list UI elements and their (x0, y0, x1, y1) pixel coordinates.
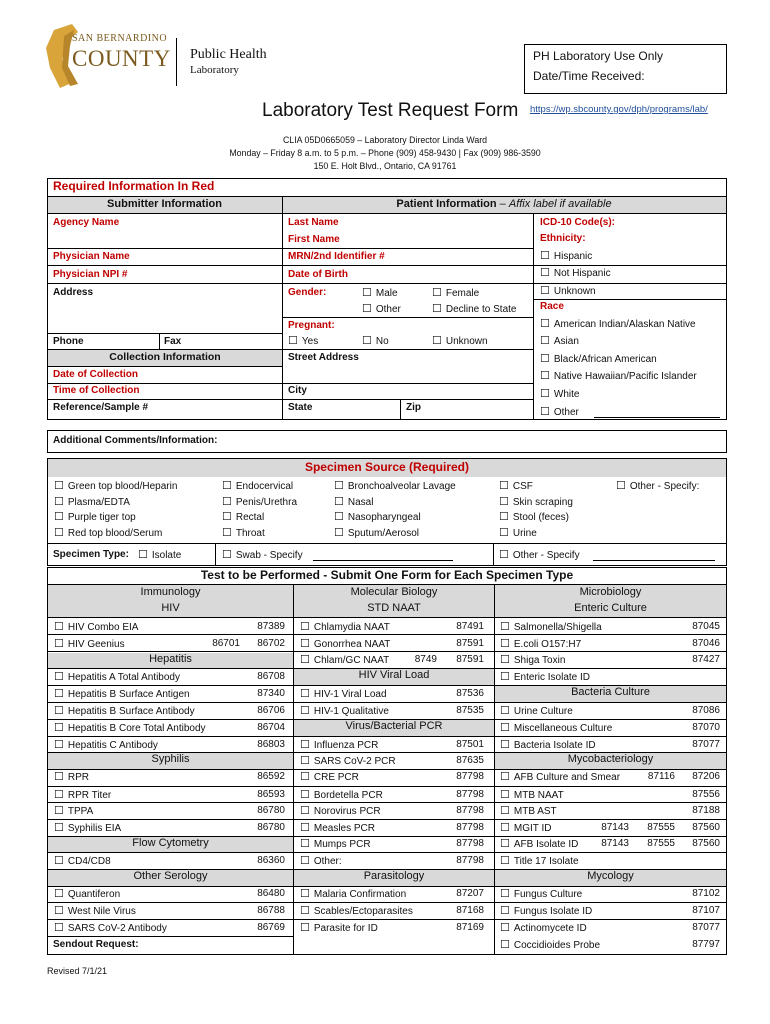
spec-other-specify[interactable]: ☐ Other - Specify: (616, 479, 699, 494)
submitter-heading: Submitter Information (107, 198, 222, 210)
race-black[interactable]: ☐ Black/African American (540, 352, 657, 367)
zip-field[interactable]: Zip (406, 402, 421, 413)
mycology-heading: Mycology (495, 870, 726, 886)
spec-throat[interactable]: ☐ Throat (222, 526, 265, 541)
specimen-type-label: Specimen Type: (53, 549, 129, 560)
race-other[interactable]: ☐ Other (540, 405, 579, 420)
pregnant-no[interactable]: ☐ No (362, 334, 389, 349)
test-hiv-combo[interactable]: ☐ HIV Combo EIA (54, 620, 138, 635)
test-measles[interactable]: ☐ Measles PCR (300, 821, 375, 836)
hiv-heading: HIV (161, 602, 180, 614)
test-bact-isolate[interactable]: ☐ Bacteria Isolate ID (500, 738, 596, 753)
immunology-heading: Immunology (140, 586, 201, 598)
county-main-text: COUNTY (72, 46, 171, 71)
code-malaria: 87207 (456, 888, 484, 899)
address-line: 150 E. Holt Blvd., Ontario, CA 91761 (313, 161, 457, 171)
test-chlam-gc[interactable]: ☐ Chlam/GC NAAT (300, 653, 389, 668)
lab-info (0, 134, 770, 173)
spec-penis-urethra[interactable]: ☐ Penis/Urethra (222, 495, 297, 510)
street-address[interactable]: Street Address (288, 352, 359, 363)
code-sars-pcr: 87635 (456, 755, 484, 766)
code-mgit-2: 87555 (647, 822, 675, 833)
test-scabies[interactable]: ☐ Scables/Ectoparasites (300, 904, 413, 919)
ethnicity-not-hispanic[interactable]: ☐ Not Hispanic (540, 266, 611, 281)
race-nhpi[interactable]: ☐ Native Hawaiian/Pacific Islander (540, 369, 697, 384)
code-mtb-naat: 87556 (692, 789, 720, 800)
hours-line: Monday – Friday 8 a.m. to 5 p.m. – Phone (909) 458-9430 | Fax (909) 986-3590 (229, 148, 541, 158)
spec-sputum[interactable]: ☐ Sputum/Aerosol (334, 526, 419, 541)
code-hep-bsab: 86706 (257, 705, 285, 716)
spec-rectal[interactable]: ☐ Rectal (222, 510, 264, 525)
test-influenza[interactable]: ☐ Influenza PCR (300, 738, 378, 753)
gender-decline[interactable]: ☐ Decline to State (432, 302, 516, 317)
test-west-nile[interactable]: ☐ West Nile Virus (54, 904, 136, 919)
last-name[interactable]: Last Name (288, 217, 339, 228)
code-fungus-culture: 87102 (692, 888, 720, 899)
race-label: Race (540, 301, 564, 312)
code-afb-id-2: 87555 (647, 838, 675, 849)
test-fungus-culture[interactable]: ☐ Fungus Culture (500, 887, 582, 902)
test-misc-culture[interactable]: ☐ Miscellaneous Culture (500, 721, 612, 736)
address-field[interactable]: Address (53, 287, 94, 298)
code-scabies: 87168 (456, 905, 484, 916)
test-hep-bcore[interactable]: ☐ Hepatitis B Core Total Antibody (54, 721, 206, 736)
code-hep-a: 86708 (257, 671, 285, 682)
test-parasite-id[interactable]: ☐ Parasite for ID (300, 921, 378, 936)
specimen-type-swab[interactable]: ☐ Swab - Specify (222, 548, 303, 563)
clia-line: CLIA 05D0665059 – Laboratory Director Linda Ward (282, 135, 488, 145)
test-mtb-ast[interactable]: ☐ MTB AST (500, 804, 557, 819)
code-parasite-id: 87169 (456, 922, 484, 933)
test-enteric-isolate[interactable]: ☐ Enteric Isolate ID (500, 670, 590, 685)
ethnicity-unknown[interactable]: ☐ Unknown (540, 284, 596, 299)
form-title: Laboratory Test Request Form (262, 100, 519, 121)
other-sero-heading: Other Serology (48, 870, 293, 886)
test-other-pcr[interactable]: ☐ Other: (300, 854, 342, 869)
code-influenza: 87501 (456, 739, 484, 750)
test-mumps[interactable]: ☐ Mumps PCR (300, 837, 371, 852)
code-syphilis-eia: 86780 (257, 822, 285, 833)
code-afb-id-3: 87560 (692, 838, 720, 849)
code-hiv1-load: 87536 (456, 688, 484, 699)
test-quantiferon[interactable]: ☐ Quantiferon (54, 887, 120, 902)
flow-heading: Flow Cytometry (48, 837, 293, 853)
tests-heading: Test to be Performed - Submit One Form for Each Specimen Type (200, 568, 574, 582)
specimen-heading: Specimen Source (Required) (304, 460, 470, 474)
virus-pcr-heading: Virus/Bacterial PCR (294, 720, 494, 736)
test-sars-pcr[interactable]: ☐ SARS CoV-2 PCR (300, 754, 396, 769)
ethnicity-label: Ethnicity: (540, 233, 586, 244)
gender-label: Gender: (288, 287, 327, 298)
code-hep-bcore: 86704 (257, 722, 285, 733)
mrn-field[interactable]: MRN/2nd Identifier # (288, 251, 385, 262)
code-fungus-isolate: 87107 (692, 905, 720, 916)
spec-plasma[interactable]: ☐ Plasma/EDTA (54, 495, 130, 510)
agency-name[interactable]: Agency Name (53, 217, 120, 228)
sendout-request[interactable]: Sendout Request: (53, 939, 139, 950)
code-urine-culture: 87086 (692, 705, 720, 716)
lab-use-title: PH Laboratory Use Only (533, 49, 664, 63)
date-received-label: Date/Time Received: (533, 69, 645, 83)
physician-name[interactable]: Physician Name (53, 251, 130, 262)
pregnant-yes[interactable]: ☐ Yes (288, 334, 318, 349)
code-afb-1: 87116 (647, 771, 675, 782)
test-title17[interactable]: ☐ Title 17 Isolate (500, 854, 579, 869)
icd-codes[interactable]: ICD-10 Code(s): (540, 217, 616, 228)
parasitology-heading: Parasitology (294, 870, 494, 886)
code-mgit-1: 87143 (601, 822, 629, 833)
code-hep-bsag: 87340 (257, 688, 285, 699)
code-cd4: 86360 (257, 855, 285, 866)
test-cocci-probe[interactable]: ☐ Coccidioides Probe (500, 938, 600, 953)
code-rpr: 86592 (257, 771, 285, 782)
code-rpr-titer: 86593 (257, 789, 285, 800)
test-afb-isolate[interactable]: ☐ AFB Isolate ID (500, 837, 578, 852)
code-sars-ab: 86769 (257, 922, 285, 933)
test-rpr[interactable]: ☐ RPR (54, 770, 89, 785)
test-malaria[interactable]: ☐ Malaria Confirmation (300, 887, 406, 902)
microbiology-heading: Microbiology (579, 586, 642, 598)
code-salmonella: 87045 (692, 621, 720, 632)
test-mtb-naat[interactable]: ☐ MTB NAAT (500, 788, 564, 803)
physician-npi[interactable]: Physician NPI # (53, 269, 128, 280)
code-misc-culture: 87070 (692, 722, 720, 733)
test-hiv1-qual[interactable]: ☐ HIV-1 Qualitative (300, 704, 389, 719)
code-measles: 87798 (456, 822, 484, 833)
test-mgit-id[interactable]: ☐ MGIT ID (500, 821, 551, 836)
syphilis-heading: Syphilis (48, 753, 293, 769)
code-mgit-3: 87560 (692, 822, 720, 833)
code-chlamydia: 87491 (456, 621, 484, 632)
code-mtb-ast: 87188 (692, 805, 720, 816)
time-collection[interactable]: Time of Collection (53, 385, 140, 396)
test-cre[interactable]: ☐ CRE PCR (300, 770, 359, 785)
dob-field[interactable]: Date of Birth (288, 269, 348, 280)
spec-endocervical[interactable]: ☐ Endocervical (222, 479, 293, 494)
spec-nasal[interactable]: ☐ Nasal (334, 495, 373, 510)
test-hep-bsag[interactable]: ☐ Hepatitis B Surface Antigen (54, 687, 190, 702)
code-other-pcr: 87798 (456, 855, 484, 866)
code-gonorrhea: 87591 (456, 638, 484, 649)
test-hep-bsab[interactable]: ☐ Hepatitis B Surface Antibody (54, 704, 195, 719)
test-ecoli[interactable]: ☐ E.coli O157:H7 (500, 637, 581, 652)
test-rpr-titer[interactable]: ☐ RPR Titer (54, 788, 111, 803)
race-white[interactable]: ☐ White (540, 387, 579, 402)
ethnicity-hispanic[interactable]: ☐ Hispanic (540, 249, 592, 264)
test-syphilis-eia[interactable]: ☐ Syphilis EIA (54, 821, 121, 836)
code-hiv-geenius-2: 86702 (257, 638, 285, 649)
test-sars-ab[interactable]: ☐ SARS CoV-2 Antibody (54, 921, 167, 936)
specimen-type-isolate[interactable]: ☐ Isolate (138, 548, 181, 563)
code-norovirus: 87798 (456, 805, 484, 816)
code-west-nile: 86788 (257, 905, 285, 916)
gender-male[interactable]: ☐ Male (362, 286, 398, 301)
hiv-viral-heading: HIV Viral Load (294, 669, 494, 685)
spec-bronchoalveolar[interactable]: ☐ Bronchoalveolar Lavage (334, 479, 456, 494)
test-urine-culture[interactable]: ☐ Urine Culture (500, 704, 573, 719)
test-fungus-isolate[interactable]: ☐ Fungus Isolate ID (500, 904, 592, 919)
test-norovirus[interactable]: ☐ Norovirus PCR (300, 804, 381, 819)
pregnant-unknown[interactable]: ☐ Unknown (432, 334, 488, 349)
spec-csf[interactable]: ☐ CSF (499, 479, 533, 494)
spec-purple-tiger[interactable]: ☐ Purple tiger top (54, 510, 136, 525)
logo-divider (176, 38, 177, 86)
spec-nasopharyngeal[interactable]: ☐ Nasopharyngeal (334, 510, 421, 525)
myco-heading: Mycobacteriology (495, 753, 726, 769)
code-cre: 87798 (456, 771, 484, 782)
test-gonorrhea[interactable]: ☐ Gonorrhea NAAT (300, 637, 390, 652)
revised-date: Revised 7/1/21 (47, 966, 108, 976)
code-bact-isolate: 87077 (692, 739, 720, 750)
code-quantiferon: 86480 (257, 888, 285, 899)
gender-female[interactable]: ☐ Female (432, 286, 479, 301)
spec-stool[interactable]: ☐ Stool (feces) (499, 510, 569, 525)
code-shiga: 87427 (692, 654, 720, 665)
patient-heading: Patient Information – Affix label if available (396, 198, 612, 210)
city-field[interactable]: City (288, 385, 307, 396)
test-hep-a[interactable]: ☐ Hepatitis A Total Antibody (54, 670, 180, 685)
dept-sub: Laboratory (190, 64, 239, 76)
collection-heading: Collection Information (109, 351, 221, 363)
enteric-heading: Enteric Culture (574, 602, 647, 614)
date-collection[interactable]: Date of Collection (53, 369, 139, 380)
code-hiv1-qual: 87535 (456, 705, 484, 716)
state-field[interactable]: State (288, 402, 313, 413)
code-actinomycete: 87077 (692, 922, 720, 933)
test-chlamydia[interactable]: ☐ Chlamydia NAAT (300, 620, 390, 635)
lab-use-box[interactable] (524, 44, 727, 94)
test-actinomycete[interactable]: ☐ Actinomycete ID (500, 921, 587, 936)
phone-field[interactable]: Phone (53, 336, 84, 347)
code-tppa: 86780 (257, 805, 285, 816)
race-asian[interactable]: ☐ Asian (540, 334, 579, 349)
test-cd4[interactable]: ☐ CD4/CD8 (54, 854, 111, 869)
gender-other[interactable]: ☐ Other (362, 302, 401, 317)
race-aian[interactable]: ☐ American Indian/Alaskan Native (540, 317, 696, 332)
code-hep-c: 86803 (257, 739, 285, 750)
code-hiv-geenius-1: 86701 (212, 638, 240, 649)
comments-label: Additional Comments/Information: (53, 435, 218, 446)
code-chlam-gc-1: 8749 (414, 654, 437, 665)
code-bordetella: 87798 (456, 789, 484, 800)
hepatitis-heading: Hepatitis (48, 653, 293, 669)
dept-name: Public Health (190, 47, 267, 62)
code-cocci-probe: 87797 (692, 939, 720, 950)
first-name[interactable]: First Name (288, 234, 340, 245)
test-tppa[interactable]: ☐ TPPA (54, 804, 93, 819)
county-top-text: SAN BERNARDINO (72, 33, 168, 44)
test-hep-c[interactable]: ☐ Hepatitis C Antibody (54, 738, 158, 753)
molecular-heading: Molecular Biology (350, 586, 438, 598)
code-hiv-combo: 87389 (257, 621, 285, 632)
code-ecoli: 87046 (692, 638, 720, 649)
spec-green-top[interactable]: ☐ Green top blood/Heparin (54, 479, 177, 494)
spec-red-top[interactable]: ☐ Red top blood/Serum (54, 526, 162, 541)
pregnant-label: Pregnant: (288, 320, 335, 331)
spec-urine[interactable]: ☐ Urine (499, 526, 537, 541)
std-naat-heading: STD NAAT (367, 602, 421, 614)
code-mumps: 87798 (456, 838, 484, 849)
test-hiv1-load[interactable]: ☐ HIV-1 Viral Load (300, 687, 387, 702)
spec-skin-scraping[interactable]: ☐ Skin scraping (499, 495, 573, 510)
test-bordetella[interactable]: ☐ Bordetella PCR (300, 788, 383, 803)
bacteria-heading: Bacteria Culture (495, 686, 726, 702)
test-afb-culture[interactable]: ☐ AFB Culture and Smear (500, 770, 620, 785)
code-chlam-gc-2: 87591 (456, 654, 484, 665)
specimen-type-other[interactable]: ☐ Other - Specify (499, 548, 580, 563)
fax-field[interactable]: Fax (164, 336, 182, 347)
website-link[interactable]: https://wp.sbcounty.gov/dph/programs/lab/ (530, 104, 708, 115)
required-note: Required Information In Red (53, 179, 215, 193)
test-salmonella[interactable]: ☐ Salmonella/Shigella (500, 620, 602, 635)
code-afb-2: 87206 (692, 771, 720, 782)
test-hiv-geenius[interactable]: ☐ HIV Geenius (54, 637, 125, 652)
code-afb-id-1: 87143 (601, 838, 629, 849)
reference-sample[interactable]: Reference/Sample # (53, 402, 149, 413)
test-shiga[interactable]: ☐ Shiga Toxin (500, 653, 565, 668)
